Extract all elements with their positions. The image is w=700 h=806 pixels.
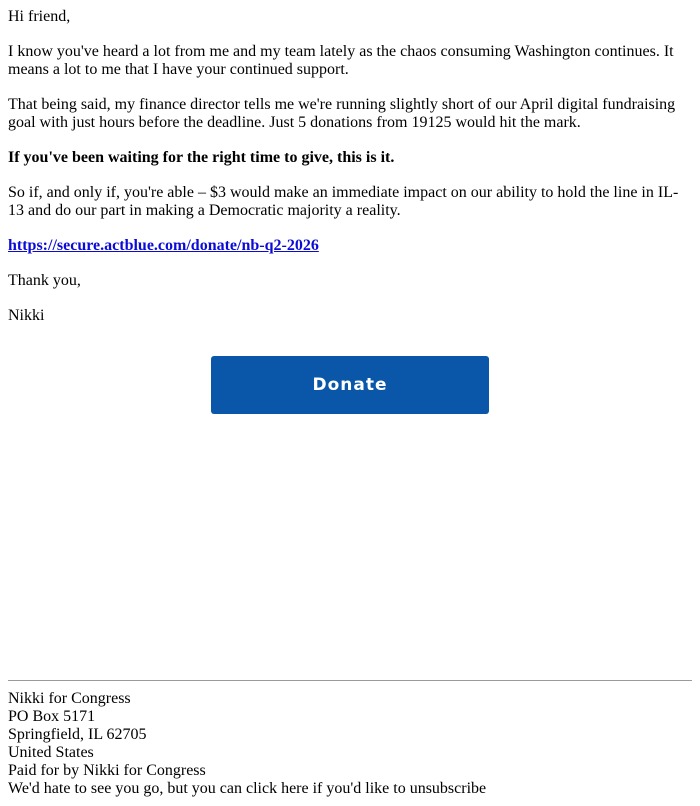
greeting: Hi friend, [8,8,71,25]
closing: Thank you, [8,272,81,289]
footer-unsubscribe [8,780,692,798]
footer [8,690,692,798]
paragraph-ask: So if, and only if, you're able – $3 would make an immediate impact on our ability to hold the line in IL-13 and do our part in making a Democratic majority a reality. [8,184,679,219]
footer-address-line2: Springfield, IL 62705 [8,726,147,743]
footer-divider [8,680,692,681]
donate-link-paragraph [8,237,684,255]
footer-country: United States [8,744,94,761]
unsubscribe-link[interactable]: We'd hate to see you go, but you can click here if you'd like to unsubscribe [8,780,487,797]
signature: Nikki [8,307,45,324]
donate-link[interactable]: https://secure.actblue.com/donate/nb-q2-2026 [8,237,319,254]
paragraph-fundraising-goal: That being said, my finance director tells me we're running slightly short of our April digital fundraising goal with just hours before the deadline. Just 5 donations from 19125 would hit the mark. [8,96,676,131]
footer-paid-for: Paid for by Nikki for Congress [8,762,206,779]
footer-org: Nikki for Congress [8,690,131,707]
email-body [8,8,684,342]
footer-address-line1: PO Box 5171 [8,708,96,725]
paragraph-support: I know you've heard a lot from me and my team lately as the chaos consuming Washington continues. It means a lot to me that I have your continued support. [8,43,674,78]
paragraph-call-to-action: If you've been waiting for the right time to give, this is it. [8,149,395,166]
donate-button-container [211,356,489,414]
donate-button[interactable]: Donate [211,356,489,414]
